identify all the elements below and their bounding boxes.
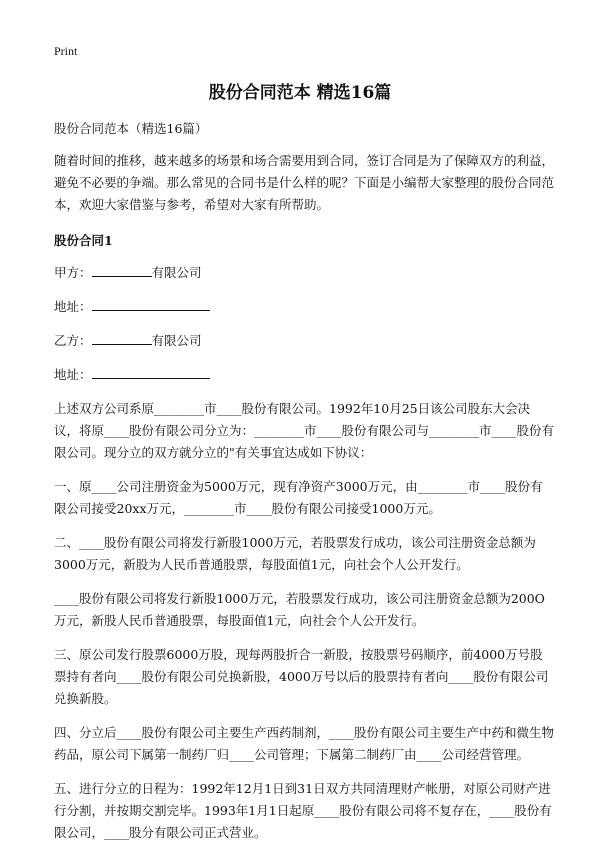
- address-a-blank: [92, 296, 210, 311]
- address-b-row: [54, 364, 554, 386]
- party-a-row: [54, 262, 554, 284]
- address-a-label: 地址：: [54, 299, 92, 314]
- address-b-label: 地址：: [54, 367, 92, 382]
- party-a-blank: [92, 262, 152, 277]
- party-b-label: 乙方：: [54, 333, 92, 348]
- address-b-blank: [92, 364, 210, 379]
- intro-paragraph: 随着时间的推移，越来越多的场景和场合需要用到合同，签订合同是为了保障双方的利益，避免不必要的争端。那么常见的合同书是什么样的呢？下面是小编帮大家整理的股份合同范本，欢迎大家借鉴与参考，希望对大家有所帮助。: [54, 153, 555, 212]
- clause-2-continued: ____股份有限公司将发行新股1000万元，若股票发行成功，该公司注册资金总额为200O万元，新股人民币普通股票，每股面值1元，向社会个人公开发行。: [54, 591, 545, 628]
- clause-3: 三、原公司发行股票6000万股，现每两股折合一新股，按股票号码顺序，前4000万号股票持有者向____股份有限公司兑换新股，4000万号以后的股票持有者向____股份有限公司兑换新股。: [54, 647, 549, 706]
- party-b-row: [54, 330, 554, 352]
- party-b-blank: [92, 330, 152, 345]
- clause-4: 四、分立后____股份有限公司主要生产西药制剂，____股份有限公司主要生产中药和微生物药品，原公司下属第一制药厂归____公司管理；下属第二制药厂由____公司经营管理。: [54, 725, 555, 762]
- section-title: 股份合同1: [54, 233, 113, 248]
- clause-preamble: 上述双方公司系原________市____股份有限公司。1992年10月25日该公司股东大会决议，将原____股份有限公司分立为：________市____股份有限公司与________市____股份有限公司。现分立的双方就分立的"有关事宜达成如下协议：: [54, 401, 555, 460]
- subtitle: 股份合同范本（精选16篇）: [54, 121, 208, 136]
- document-body: [54, 118, 554, 856]
- clause-5: 五、进行分立的日程为：1992年12月1日到31日双方共同清理财产帐册，对原公司财产进行分割，并按期交割完毕。1993年1月1日起原____股份有限公司将不复存在，____股份有限公司，____股分有限公司正式营业。: [54, 781, 552, 840]
- address-a-row: [54, 296, 554, 318]
- party-b-suffix: 有限公司: [151, 333, 202, 348]
- clause-1: 一、原____公司注册资金为5000万元，现有净资产3000万元，由________市____股份有限公司接受20xx万元，________市____股份有限公司接受1000万元。: [54, 479, 543, 516]
- print-label: Print: [54, 44, 78, 58]
- clause-2: 二、____股份有限公司将发行新股1000万元，若股票发行成功，该公司注册资金总额为3000万元，新股为人民币普通股票，每股面值1元，向社会个人公开发行。: [54, 535, 536, 572]
- document-title: 股份合同范本 精选16篇: [208, 83, 392, 103]
- party-a-suffix: 有限公司: [151, 265, 202, 280]
- party-a-label: 甲方：: [54, 265, 92, 280]
